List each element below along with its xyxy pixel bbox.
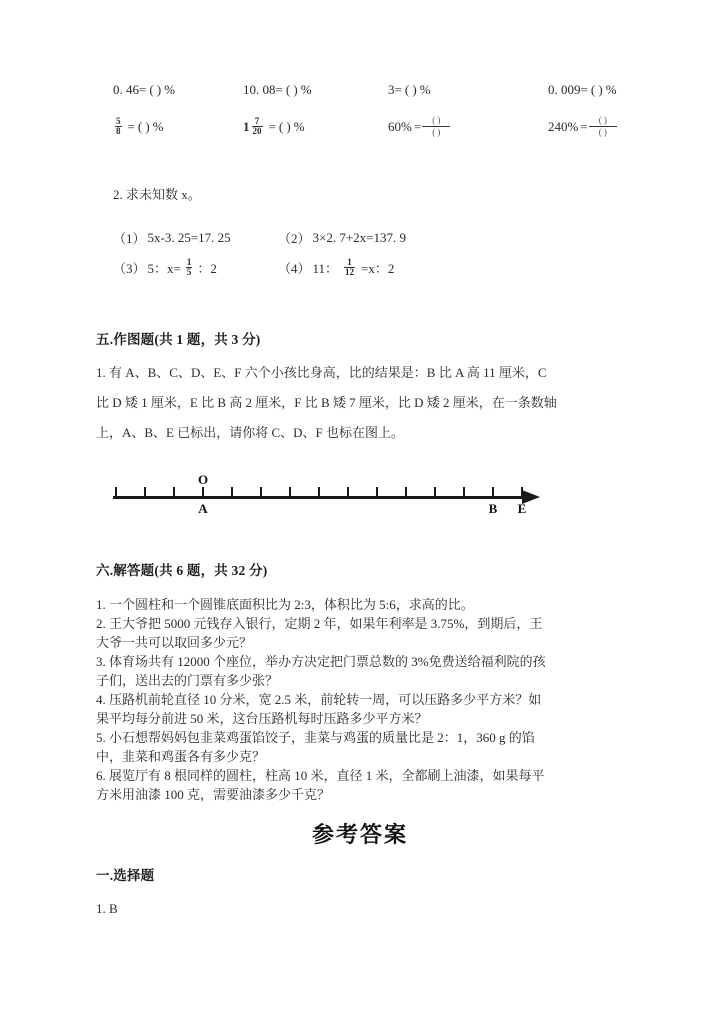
section-six-heading: 六.解答题(共 6 题，共 32 分) bbox=[96, 563, 268, 578]
number-line-tick bbox=[521, 487, 523, 497]
number-line-tick bbox=[173, 487, 175, 497]
section-six-question-line-6: 4. 压路机前轮直径 10 分米，宽 2.5 米，前轮转一周，可以压路多少平方米？如 bbox=[96, 692, 542, 707]
answer-key-first-answer: 1. B bbox=[96, 901, 118, 916]
number-line-tick bbox=[289, 487, 291, 497]
number-line-tick bbox=[115, 487, 117, 497]
number-line-tick bbox=[405, 487, 407, 497]
number-line-tick bbox=[318, 487, 320, 497]
paren-fraction-blank bbox=[589, 115, 617, 139]
number-line-label-e: E bbox=[517, 501, 527, 516]
equation-item-3-suffix: ：2 bbox=[197, 261, 217, 277]
section-six-question-line-3: 大爷一共可以取回多少元？ bbox=[96, 635, 253, 650]
equation-item-2-text: 3×2. 7+2x=137. 9 bbox=[312, 229, 407, 245]
percent-item-3-blank: ( ) bbox=[404, 82, 417, 97]
section-six-question-line-7: 果平均每分前进 50 米，这台压路机每时压路多少平方米？ bbox=[96, 711, 428, 726]
percent-item-7-left: 60% bbox=[388, 118, 412, 134]
percent-item-1-unit: % bbox=[164, 82, 176, 97]
percent-item-2-blank: ( ) bbox=[285, 82, 298, 97]
fraction-5-over-8 bbox=[115, 117, 122, 137]
percent-item-8-left: 240% bbox=[548, 118, 579, 134]
percent-item-3 bbox=[388, 82, 548, 98]
percent-item-5-unit: % bbox=[152, 118, 164, 134]
equation-item-3-prefix: 5：x= bbox=[147, 261, 181, 277]
section-five-question-line-1: 1. 有 A、B、C、D、E、F 六个小孩比身高，比的结果是：B 比 A 高 11 厘米，C bbox=[96, 365, 547, 380]
percent-item-6-blank: ( ) bbox=[278, 118, 291, 134]
number-line-label-o: O bbox=[197, 472, 209, 487]
equation-item-4-suffix: =x：2 bbox=[361, 261, 395, 277]
paren-fraction-denominator: ( ) bbox=[422, 126, 450, 138]
mixed-number-1-and-7-over-20 bbox=[243, 117, 265, 137]
percent-item-4-blank: ( ) bbox=[590, 82, 603, 97]
equation-row-1 bbox=[113, 228, 406, 247]
equation-item-4 bbox=[278, 258, 394, 278]
percent-item-4-left: 0. 009= bbox=[548, 82, 588, 97]
equation-item-3 bbox=[113, 258, 278, 278]
percent-item-4-unit: % bbox=[605, 82, 617, 97]
section-six-question-line-10: 6. 展览厅有 8 根同样的圆柱，柱高 10 米，直径 1 米，全都刷上油漆，如果每平 bbox=[96, 768, 545, 783]
fraction-numerator: 7 bbox=[254, 115, 260, 126]
fraction-numerator: 5 bbox=[116, 115, 121, 126]
answer-key-title: 参考答案 bbox=[311, 822, 408, 847]
number-line-tick bbox=[231, 487, 233, 497]
percent-item-8-equals: = bbox=[580, 118, 588, 134]
percent-item-5-blank: ( ) bbox=[137, 118, 150, 134]
fraction-1-over-12 bbox=[344, 258, 355, 278]
equation-item-3-label: （3） bbox=[113, 261, 146, 277]
percent-item-5 bbox=[113, 117, 243, 137]
equation-item-1-label: （1） bbox=[113, 231, 146, 246]
percent-item-8 bbox=[548, 115, 617, 139]
section-five-question-line-3: 上，A、B、E 已标出，请你将 C、D、F 也标在图上。 bbox=[96, 425, 405, 440]
percent-item-3-unit: % bbox=[419, 82, 431, 97]
percent-item-2-unit: % bbox=[300, 82, 312, 97]
paren-fraction-numerator: ( ) bbox=[598, 115, 607, 125]
paren-fraction-denominator: ( ) bbox=[589, 126, 617, 138]
section-six-question-line-5: 子们，送出去的门票有多少张？ bbox=[96, 673, 279, 688]
percent-item-2-left: 10. 08= bbox=[243, 82, 283, 97]
fraction-denominator: 12 bbox=[345, 267, 355, 278]
number-line-tick bbox=[260, 487, 262, 497]
mixed-fraction-part bbox=[252, 117, 263, 137]
section-five-question-line-2: 比 D 矮 1 厘米，E 比 B 高 2 厘米，F 比 B 矮 7 厘米，比 D 矮 2 厘米，在一条数轴 bbox=[96, 395, 557, 410]
fraction-denominator: 5 bbox=[186, 267, 192, 278]
section-six-question-line-11: 方米用油漆 100 克，需要油漆多少千克？ bbox=[96, 787, 331, 802]
number-line-tick bbox=[463, 487, 465, 497]
equation-item-1 bbox=[113, 228, 278, 247]
section-five-heading: 五.作图题(共 1 题，共 3 分) bbox=[96, 332, 261, 347]
equation-item-4-prefix: 11： bbox=[312, 261, 339, 277]
number-line-tick bbox=[202, 487, 204, 497]
percent-item-7 bbox=[388, 115, 548, 139]
number-line-label-b: B bbox=[488, 501, 498, 516]
fraction-denominator: 8 bbox=[116, 126, 121, 137]
number-line-label-a: A bbox=[198, 501, 208, 516]
fraction-denominator: 20 bbox=[252, 126, 262, 137]
equation-item-2 bbox=[278, 228, 406, 247]
section-six-question-line-1: 1. 一个圆柱和一个圆锥底面积比为 2:3，体积比为 5:6，求高的比。 bbox=[96, 597, 474, 612]
percent-item-5-equals: = bbox=[127, 118, 135, 134]
section-six-question-line-8: 5. 小石想帮妈妈包韭菜鸡蛋馅饺子，韭菜与鸡蛋的质量比是 2：1，360 g 的馅 bbox=[96, 730, 535, 745]
section-six-question-line-4: 3. 体育场共有 12000 个座位，举办方决定把门票总数的 3%免费送给福利院的孩 bbox=[96, 654, 546, 669]
number-line-tick bbox=[144, 487, 146, 497]
section-six-question-line-2: 2. 王大爷把 5000 元钱存入银行，定期 2 年，如果年利率是 3.75%，到期后，王 bbox=[96, 616, 543, 631]
percent-item-1-left: 0. 46= bbox=[113, 82, 147, 97]
percent-item-7-equals: = bbox=[413, 118, 422, 134]
number-line-tick bbox=[376, 487, 378, 497]
fraction-1-over-5 bbox=[186, 258, 193, 278]
section-six-question-line-9: 中，韭菜和鸡蛋各有多少克？ bbox=[96, 749, 266, 764]
percent-row-1 bbox=[113, 82, 633, 98]
percent-item-6-equals: = bbox=[268, 118, 276, 134]
percent-item-4 bbox=[548, 82, 617, 98]
percent-item-2 bbox=[243, 82, 388, 98]
paren-fraction-numerator: ( ) bbox=[432, 115, 441, 125]
equation-row-2 bbox=[113, 258, 394, 278]
equations-prompt: 2. 求未知数 x。 bbox=[113, 187, 201, 202]
equation-item-2-label: （2） bbox=[278, 231, 311, 246]
mixed-whole-part: 1 bbox=[243, 118, 250, 134]
answer-key-section-heading: 一.选择题 bbox=[96, 868, 155, 883]
equation-item-4-label: （4） bbox=[278, 261, 311, 277]
percent-item-1 bbox=[113, 82, 243, 98]
percent-item-6 bbox=[243, 117, 388, 137]
percent-item-1-blank: ( ) bbox=[149, 82, 162, 97]
fraction-numerator: 1 bbox=[347, 257, 352, 267]
percent-row-2 bbox=[113, 115, 633, 139]
equation-item-1-text: 5x-3. 25=17. 25 bbox=[147, 229, 231, 245]
number-line-diagram bbox=[113, 470, 553, 525]
paren-fraction-blank bbox=[422, 115, 450, 139]
fraction-numerator: 1 bbox=[186, 257, 192, 267]
percent-item-6-unit: % bbox=[293, 118, 305, 134]
number-line-tick bbox=[492, 487, 494, 497]
percent-item-3-left: 3= bbox=[388, 82, 402, 97]
number-line-tick bbox=[347, 487, 349, 497]
number-line-tick bbox=[434, 487, 436, 497]
